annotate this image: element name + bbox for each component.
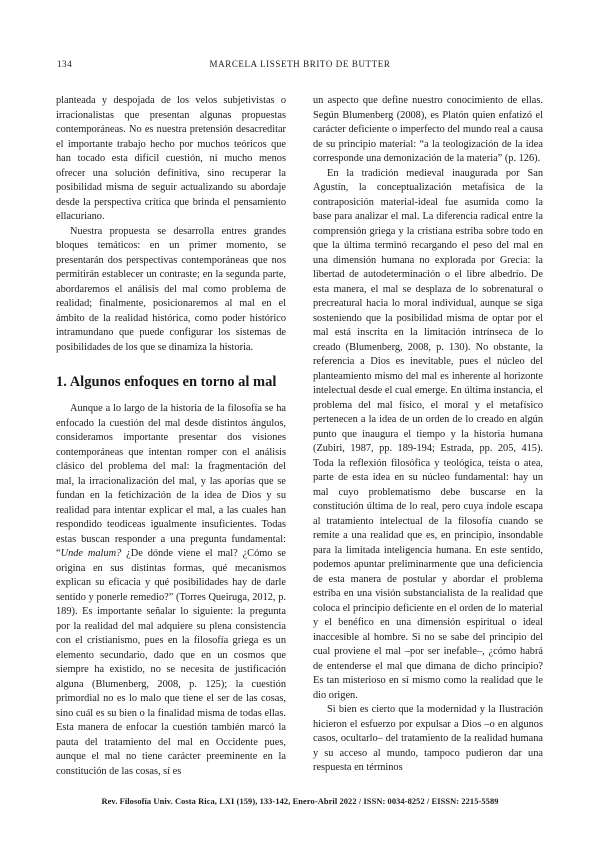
left-column — [56, 94, 286, 779]
running-head: MARCELA LISSETH BRITO DE BUTTER — [209, 59, 391, 69]
right-column — [313, 94, 543, 776]
section-heading: 1. Algunos enfoques en torno al mal — [56, 374, 277, 390]
latin-quote: Unde malum? — [60, 548, 122, 559]
page-number: 134 — [57, 59, 73, 69]
paragraph: Nuestra propuesta se desarrolla entres grandes bloques temáticos: en un primer momento, se presentarán dos perspectivas contemporáneas que nos permitirán establecer un contraste; en la segunda parte, abordaremos el análisis del mal como problema de realidad; finalmente, posicionaremos al mal en el ámbito de la realidad histórica, como poder histórico intramundano que puede configurar los sistemas de posibilidades de los que se dinamiza la historia. — [56, 225, 286, 353]
paragraph-text: Aunque a lo largo de la historia de la filosofía se ha enfocado la cuestión del mal desde distintos ángulos, consideramos importante presentar dos visiones contemporáneas que intentan romper con el análisis clásico del problema del mal: la fragmentación del mal, la irracionalización del mal, y las aporías que se fundan en la fetichización de la idea de Dios y su realidad para intentar explicar el mal, a las cuales han respondido teodiceas igualmente insuficientes. Todas estas buscan responder a una pregunta fundamental: “ — [56, 403, 286, 559]
journal-footer: Rev. Filosofía Univ. Costa Rica, LXI (159), 133-142, Enero-Abril 2022 / ISSN: 0034-8252 / EISSN: 2215-5589 — [101, 797, 499, 806]
paragraph: planteada y despojada de los velos subjetivistas o irracionalistas que presentan algunas propuestas contemporáneas. No es nuestra pretensión desacreditar el importante trabajo hecho por muchos teóricos que han tocado esta difícil cuestión, ni mucho menos ofrecer una solución definitiva, sino recuperar la posibilidad misma de seguir actualizando su abordaje desde la perspectiva crítica que brinda el pensamiento ellacuriano. — [56, 95, 286, 222]
paragraph-text: ¿De dónde viene el mal? ¿Cómo se origina en sus distintas formas, qué mecanismos explican su eficacia y qué posibilidades hay de darle sentido y ponerle remedio?” (Torres Queiruga, 2012, p. 189). Es importante señalar lo siguiente: la pregunta por la realidad del mal adquiere su plena consistencia con el cristianismo, pues en la filosofía griega es un elemento secundario, dado que en un cosmos que siempre ha existido, no se necesita de justificación alguna (Blumenberg, 2008, p. 125); la cuestión primordial no es lo malo que tiene el ser de las cosas, sino cuál es su bien o la finalidad misma de todas ellas. Esta manera de enfocar la cuestión también marcó la pauta del tratamiento del mal en Occidente pues, aunque el mal no tiene carácter preeminente en la constitución de las cosas, sí es — [56, 548, 287, 777]
page-header — [57, 59, 543, 73]
paragraph — [56, 402, 286, 779]
paragraph: En la tradición medieval inaugurada por San Agustín, la conceptualización metafísica de la contraposición material-ideal fue asumida como la base para analizar el mal. La diferencia radical entre la comprensión griega y la cristiana estriba sobre todo en que la última terminó recargando el peso del mal en una dimensión humana no explorada por Grecia: la libertad de autodeterminación o el libre albedrío. De esta manera, el mal se desplaza de lo sobrenatural o precreatural hacia lo moral individual, aunque se siga sosteniendo que la posibilidad misma de optar por el mal está inscrita en la limitación intrínseca de lo creado (Blumenberg, 2008, p. 130). No obstante, la referencia a Dios es inevitable, pues el núcleo del planteamiento mismo del mal es inherente al horizonte intelectual desde el cual emerge. En última instancia, el problema del mal físico, el moral y el metafísico pertenecen a la idea de un orden de lo creado en algún punto que inaugura el tiempo y la historia humana (Zubiri, 1987, pp. 189-194; Estrada, pp. 205, 415). Toda la reflexión filosófica y teológica, teísta o atea, parte de esta idea en su núcleo fundamental: hay un mal cuyo problematismo debe buscarse en la constitución última de lo real, pero cuya índole escapa al tratamiento intelectual de la filosofía cuando se remite a una realidad que es, en principio, insondable para la limitada inteligencia humana. En este sentido, podemos apuntar preliminarmente que una deficiencia de esta manera de postular y abordar el problema estriba en una visión substancialista de la realidad que coloca el principio deficiente en el orden de lo material y el benéfico en una dimensión espiritual o ideal inaccesible al hombre. Si no se sabe del principio del cual proviene el mal –por ser inefable–, ¿cómo habrá de entenderse el mal que dimana de dicho principio? Es tan misterioso en sí mismo como la realidad que le dio origen. — [313, 167, 543, 701]
paragraph: un aspecto que define nuestro conocimiento de ellas. Según Blumenberg (2008), es Platón quien enfatizó el carácter deficiente o imperfecto del mundo real a causa de su principio material: “a la teologización de la idea corresponde una demonización de la materia” (p. 126). — [313, 95, 543, 164]
paragraph: Si bien es cierto que la modernidad y la Ilustración hicieron el esfuerzo por expulsar a Dios –o en algunos casos, ocultarlo– del tratamiento de la realidad humana y su acceso al mundo, tampoco pudieron dar una respuesta en términos — [313, 704, 543, 773]
